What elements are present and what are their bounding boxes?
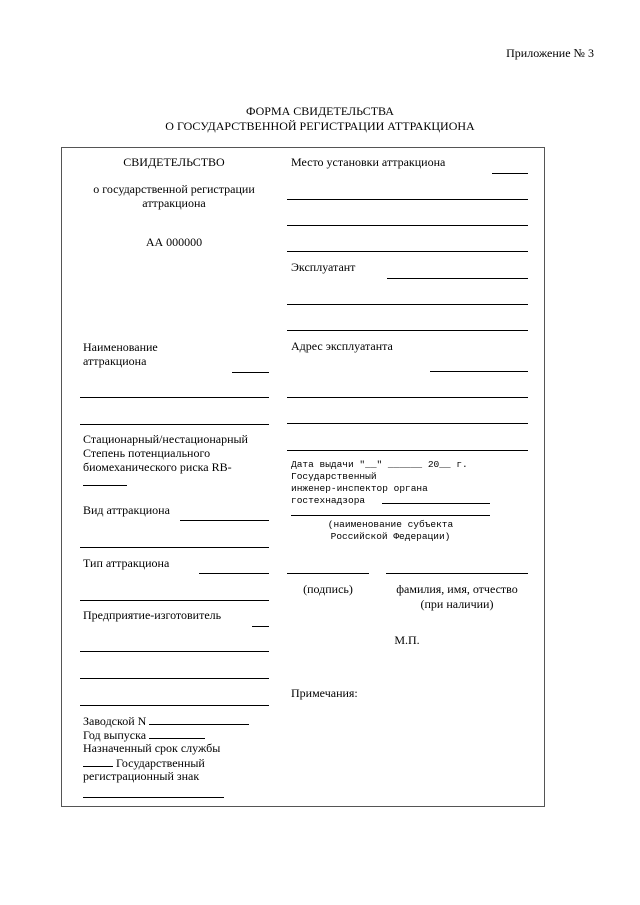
risk-rb-label: биомеханического риска RB- <box>83 460 232 474</box>
installation-place-field-line <box>287 251 528 252</box>
operator-field-line <box>287 304 528 305</box>
attraction-name-field-line <box>80 397 269 398</box>
operator-address-label: Адрес эксплуатанта <box>291 339 393 353</box>
installation-place-label: Место установки аттракциона <box>291 155 446 169</box>
manufacturer-field-line <box>80 651 269 652</box>
certificate-number: АА 000000 <box>145 235 203 249</box>
service-life-label: Назначенный срок службы <box>83 741 221 755</box>
attraction-name-field <box>232 372 269 373</box>
form-title-line-1: ФОРМА СВИДЕТЕЛЬСТВА <box>246 104 394 118</box>
production-year-label: Год выпуска <box>83 728 147 742</box>
installation-place-field-line <box>287 225 528 226</box>
serial-number-field <box>149 713 249 725</box>
operator-address-field-line <box>287 423 528 424</box>
appendix-number: Приложение № 3 <box>506 46 594 60</box>
subject-label-2: Российской Федерации) <box>330 531 451 542</box>
installation-place-field-line <box>287 199 528 200</box>
signature-field <box>287 573 369 574</box>
notes-label: Примечания: <box>291 686 358 700</box>
attraction-name-label-2: аттракциона <box>83 354 147 368</box>
registration-sign-field <box>83 797 224 798</box>
subject-label-1: (наименование субъекта <box>327 519 454 530</box>
fullname-caption-1: фамилия, имя, отчество <box>396 582 518 596</box>
service-life-field <box>83 755 113 767</box>
registration-sign-label-2: регистрационный знак <box>83 769 200 783</box>
form-title-line-2: О ГОСУДАРСТВЕННОЙ РЕГИСТРАЦИИ АТТРАКЦИОНА <box>165 119 475 133</box>
registration-sign-label-1: Государственный <box>116 756 205 770</box>
operator-address-field <box>430 371 528 372</box>
manufacturer-field <box>252 626 269 627</box>
issue-date: Дата выдачи "__" ______ 20__ г. <box>291 459 468 470</box>
installation-place-field <box>492 173 528 174</box>
certificate-subheading-2: аттракциона <box>142 196 206 210</box>
fullname-caption-2: (при наличии) <box>420 597 494 611</box>
inspector-label-3: гостехнадзора <box>291 495 366 506</box>
inspector-field <box>382 503 490 504</box>
inspector-label-1: Государственный <box>291 471 377 482</box>
operator-label: Эксплуатант <box>291 260 356 274</box>
risk-degree-label: Степень потенциального <box>83 446 211 460</box>
attraction-type-field <box>199 573 269 574</box>
risk-rb-field <box>83 485 127 486</box>
signature-caption: (подпись) <box>303 582 353 596</box>
production-year-field <box>149 727 205 739</box>
inspector-field-line <box>291 515 490 516</box>
attraction-name-field-line <box>80 424 269 425</box>
attraction-type-field-line <box>80 600 269 601</box>
serial-number-label: Заводской N <box>83 714 147 728</box>
attraction-kind-field <box>180 520 269 521</box>
stationary-label: Стационарный/нестационарный <box>83 432 248 446</box>
fullname-field <box>386 573 528 574</box>
operator-field <box>387 278 528 279</box>
attraction-kind-field-line <box>80 547 269 548</box>
attraction-kind-label: Вид аттракциона <box>83 503 170 517</box>
certificate-heading: СВИДЕТЕЛЬСТВО <box>123 155 225 169</box>
attraction-name-label-1: Наименование <box>83 340 158 354</box>
operator-address-field-line <box>287 397 528 398</box>
inspector-label-2: инженер-инспектор органа <box>291 483 428 494</box>
operator-address-field-line <box>287 450 528 451</box>
manufacturer-label: Предприятие-изготовитель <box>83 608 222 622</box>
manufacturer-field-line <box>80 705 269 706</box>
operator-field-line <box>287 330 528 331</box>
manufacturer-field-line <box>80 678 269 679</box>
certificate-subheading-1: о государственной регистрации <box>93 182 255 196</box>
stamp-place: М.П. <box>394 633 420 647</box>
attraction-type-label: Тип аттракциона <box>83 556 170 570</box>
